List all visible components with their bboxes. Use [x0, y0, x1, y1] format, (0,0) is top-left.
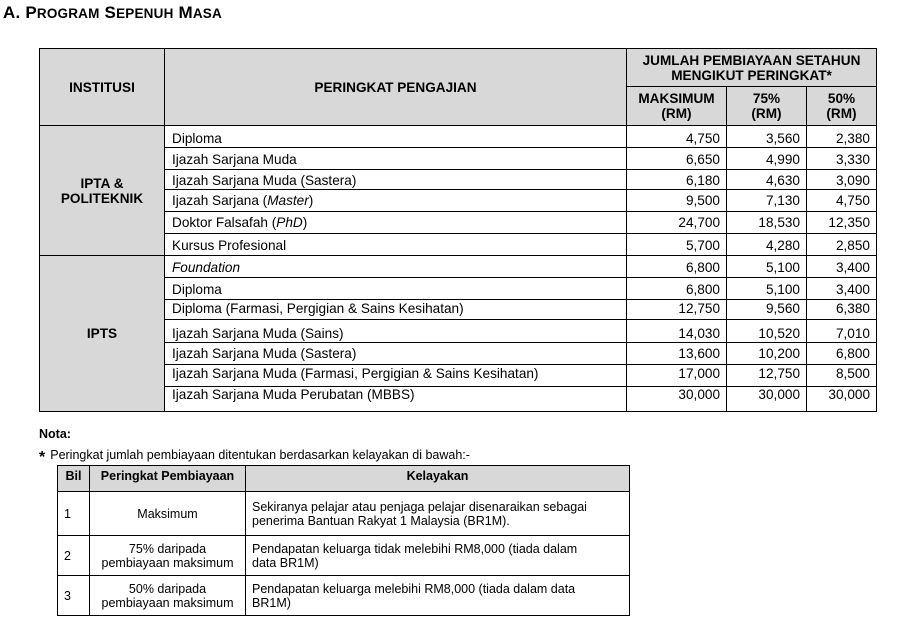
study-level-cell: Foundation: [165, 256, 627, 278]
table-row: [40, 300, 877, 320]
amount-75-cell: 30,000: [727, 387, 807, 412]
amount-maksimum-cell: 30,000: [627, 387, 727, 412]
study-level-cell: Ijazah Sarjana (Master): [165, 190, 627, 212]
amount-maksimum-cell: 4,750: [627, 126, 727, 148]
amount-50-cell: 2,380: [807, 126, 877, 148]
table-row: [40, 126, 877, 148]
amount-50-cell: 6,800: [807, 343, 877, 365]
amount-maksimum-cell: 6,180: [627, 170, 727, 190]
funding-level-cell: 75% daripada pembiayaan maksimum: [90, 536, 246, 576]
amount-75-cell: 12,750: [727, 365, 807, 387]
header-75-percent: 75% (RM): [727, 87, 807, 126]
nota-title: Nota:: [39, 427, 71, 441]
criteria-row: [58, 576, 630, 616]
amount-maksimum-cell: 6,800: [627, 256, 727, 278]
amount-75-cell: 7,130: [727, 190, 807, 212]
amount-maksimum-cell: 24,700: [627, 212, 727, 234]
funding-level-cell: Maksimum: [90, 492, 246, 536]
study-level-cell: Ijazah Sarjana Muda (Sains): [165, 320, 627, 343]
bil-cell: 3: [58, 576, 90, 616]
amount-50-cell: 6,380: [807, 300, 877, 320]
amount-75-cell: 10,520: [727, 320, 807, 343]
table-row: [40, 320, 877, 343]
amount-50-cell: 3,400: [807, 278, 877, 300]
criteria-row: [58, 492, 630, 536]
header-peringkat-pembiayaan: Peringkat Pembiayaan: [90, 466, 246, 492]
study-level-cell: Diploma: [165, 278, 627, 300]
study-level-cell: Ijazah Sarjana Muda: [165, 148, 627, 170]
study-level-cell: Kursus Profesional: [165, 234, 627, 256]
header-maksimum: MAKSIMUM (RM): [627, 87, 727, 126]
footnote: [39, 446, 470, 464]
table-row: [40, 365, 877, 387]
institution-cell: IPTS: [40, 256, 165, 412]
amount-75-cell: 18,530: [727, 212, 807, 234]
study-level-cell: Ijazah Sarjana Muda Perubatan (MBBS): [165, 387, 627, 412]
amount-75-cell: 9,560: [727, 300, 807, 320]
amount-50-cell: 3,400: [807, 256, 877, 278]
table-row: [40, 170, 877, 190]
table-row: [40, 256, 877, 278]
eligibility-cell: Sekiranya pelajar atau penjaga pelajar disenaraikan sebagai penerima Bantuan Rakyat 1 Malaysia (BR1M).: [246, 492, 630, 536]
amount-75-cell: 10,200: [727, 343, 807, 365]
table-row: [40, 212, 877, 234]
table-row: [40, 278, 877, 300]
amount-75-cell: 4,630: [727, 170, 807, 190]
amount-maksimum-cell: 17,000: [627, 365, 727, 387]
header-kelayakan: Kelayakan: [246, 466, 630, 492]
section-heading: A. PROGRAM SEPENUH MASA: [3, 3, 222, 22]
study-level-cell: Diploma (Farmasi, Pergigian & Sains Kesihatan): [165, 300, 627, 320]
eligibility-table: [57, 465, 630, 616]
header-peringkat-pengajian: PERINGKAT PENGAJIAN: [165, 49, 627, 126]
criteria-row: [58, 536, 630, 576]
amount-50-cell: 3,330: [807, 148, 877, 170]
amount-50-cell: 7,010: [807, 320, 877, 343]
header-bil: Bil: [58, 466, 90, 492]
asterisk: *: [39, 449, 46, 466]
study-level-cell: Ijazah Sarjana Muda (Sastera): [165, 170, 627, 190]
amount-75-cell: 5,100: [727, 256, 807, 278]
amount-75-cell: 3,560: [727, 126, 807, 148]
amount-maksimum-cell: 5,700: [627, 234, 727, 256]
amount-maksimum-cell: 14,030: [627, 320, 727, 343]
study-level-cell: Ijazah Sarjana Muda (Sastera): [165, 343, 627, 365]
amount-maksimum-cell: 12,750: [627, 300, 727, 320]
amount-50-cell: 3,090: [807, 170, 877, 190]
footnote-text: Peringkat jumlah pembiayaan ditentukan berdasarkan kelayakan di bawah:-: [50, 448, 470, 462]
amount-maksimum-cell: 6,800: [627, 278, 727, 300]
amount-50-cell: 30,000: [807, 387, 877, 412]
header-50-percent: 50% (RM): [807, 87, 877, 126]
amount-50-cell: 12,350: [807, 212, 877, 234]
amount-50-cell: 8,500: [807, 365, 877, 387]
bil-cell: 2: [58, 536, 90, 576]
amount-maksimum-cell: 13,600: [627, 343, 727, 365]
table-row: [40, 148, 877, 170]
funding-table: [39, 48, 877, 412]
amount-50-cell: 4,750: [807, 190, 877, 212]
study-level-cell: Diploma: [165, 126, 627, 148]
funding-level-cell: 50% daripada pembiayaan maksimum: [90, 576, 246, 616]
institution-cell: IPTA & POLITEKNIK: [40, 126, 165, 256]
study-level-cell: Doktor Falsafah (PhD): [165, 212, 627, 234]
header-jumlah-pembiayaan: JUMLAH PEMBIAYAAN SETAHUN MENGIKUT PERINGKAT*: [627, 49, 877, 87]
amount-50-cell: 2,850: [807, 234, 877, 256]
eligibility-cell: Pendapatan keluarga tidak melebihi RM8,000 (tiada dalam data BR1M): [246, 536, 630, 576]
table-row: [40, 234, 877, 256]
amount-maksimum-cell: 6,650: [627, 148, 727, 170]
table-row: [40, 343, 877, 365]
bil-cell: 1: [58, 492, 90, 536]
header-institusi: INSTITUSI: [40, 49, 165, 126]
amount-75-cell: 5,100: [727, 278, 807, 300]
amount-75-cell: 4,280: [727, 234, 807, 256]
amount-maksimum-cell: 9,500: [627, 190, 727, 212]
study-level-cell: Ijazah Sarjana Muda (Farmasi, Pergigian & Sains Kesihatan): [165, 365, 627, 387]
table-row: [40, 190, 877, 212]
table-row: [40, 387, 877, 412]
eligibility-cell: Pendapatan keluarga melebihi RM8,000 (tiada dalam data BR1M): [246, 576, 630, 616]
amount-75-cell: 4,990: [727, 148, 807, 170]
